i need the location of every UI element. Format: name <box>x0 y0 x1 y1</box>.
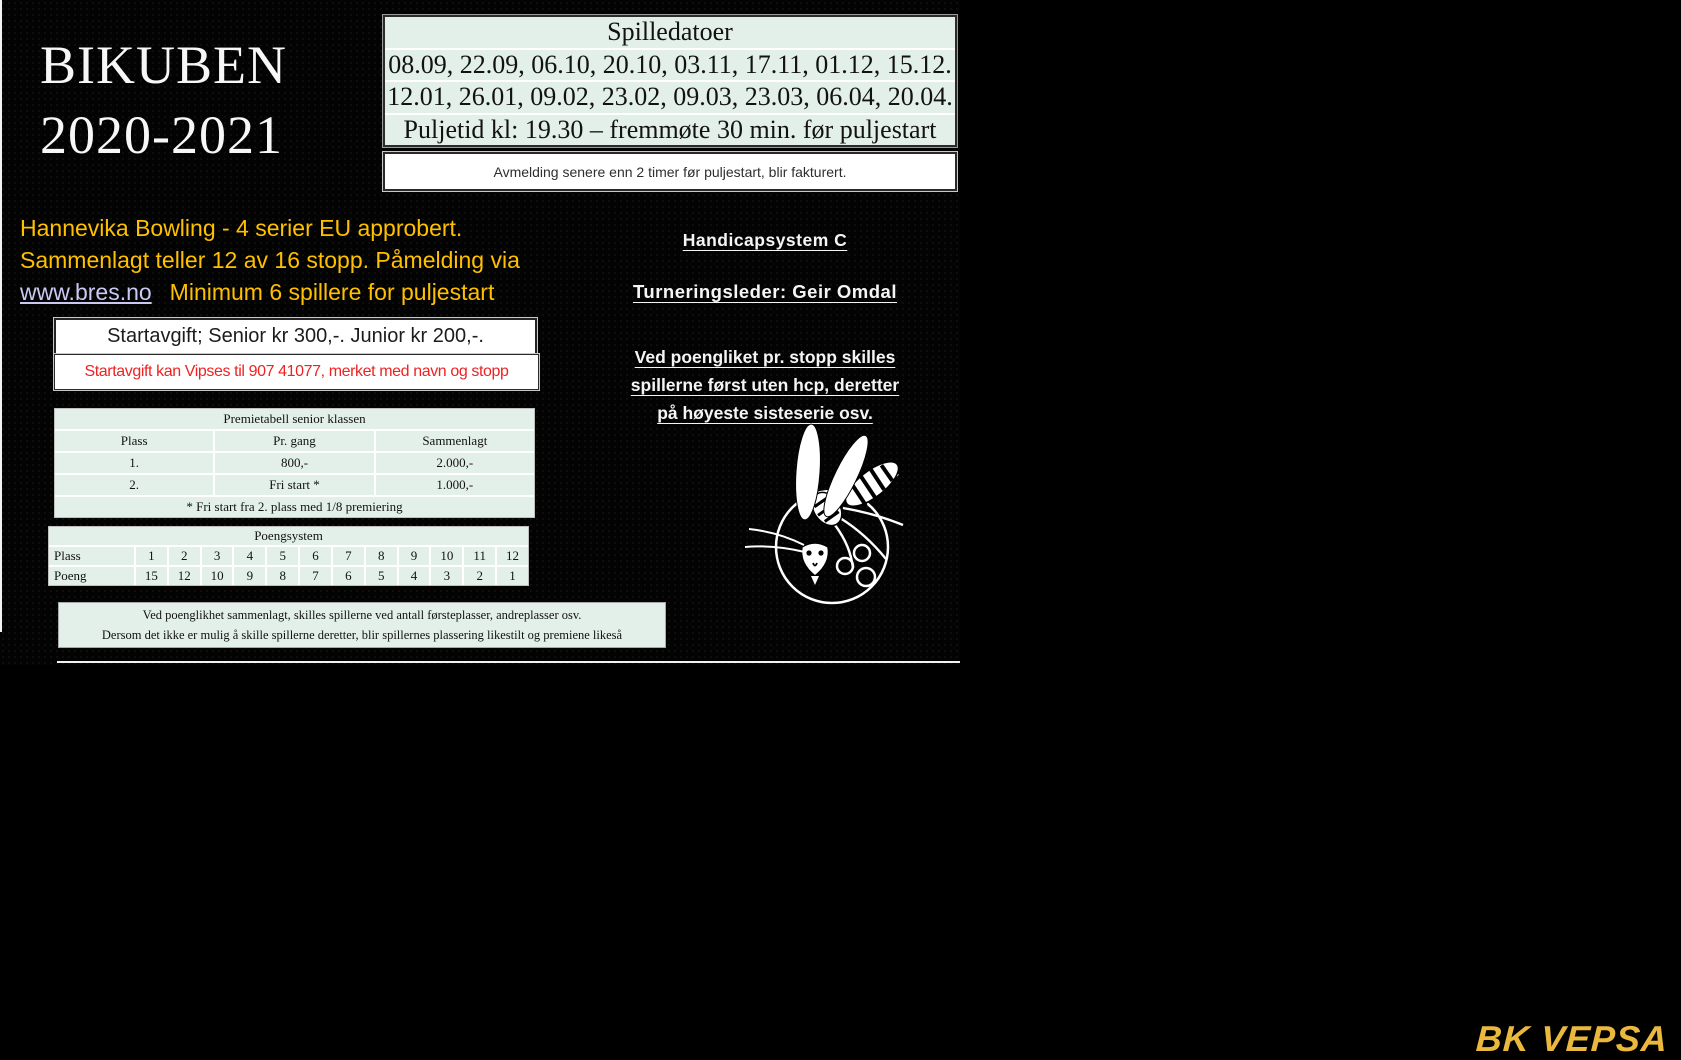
plass-row-label: Plass <box>54 548 81 563</box>
tiebreak-line-1: Ved poenglikhet sammenlagt, skilles spillerne ved antall førsteplasser, andreplasser osv. <box>142 608 582 622</box>
startavgift-box <box>54 318 537 355</box>
tiebreak-box <box>58 602 666 648</box>
club-logo <box>740 412 1670 1059</box>
dates-line-1: 08.09, 22.09, 06.10, 20.10, 03.11, 17.11, 01.12, 15.12. <box>385 48 955 81</box>
bres-link[interactable]: www.bres.no <box>20 279 152 305</box>
poeng-cell: 6 <box>331 567 364 585</box>
premietabell-cell: 800,- <box>213 453 373 473</box>
premietabell-table <box>54 408 535 518</box>
premietabell-cell: 2. <box>129 477 140 492</box>
poeng-row-label: Poeng <box>54 568 87 583</box>
plass-cell: 5 <box>265 547 298 565</box>
intro-line-1: Hannevika Bowling - 4 serier EU approbert. <box>20 215 463 241</box>
plass-cell: 4 <box>232 547 265 565</box>
poster-title <box>40 30 287 170</box>
poeng-cell: 10 <box>200 567 233 585</box>
premietabell-cell: Fri start * <box>213 475 373 495</box>
poeng-cell: 8 <box>265 567 298 585</box>
tiebreak-line-2: Dersom det ikke er mulig å skille spillerne deretter, blir spillernes plassering likestilt og premiene likeså <box>101 628 623 642</box>
premietabell-cell: 2.000,- <box>374 453 534 473</box>
club-name: BK VEPSA <box>1474 1018 1670 1059</box>
poeng-cell: 9 <box>232 567 265 585</box>
per-stop-line-1: Ved poengliket pr. stopp skilles <box>634 347 896 367</box>
plass-cell: 3 <box>200 547 233 565</box>
premietabell-header-sammenlagt: Sammenlagt <box>374 431 534 451</box>
avmelding-box <box>383 152 957 191</box>
left-edge-line <box>0 0 2 632</box>
premietabell-cell: 1.000,- <box>374 475 534 495</box>
handicap-heading: Handicapsystem C <box>682 230 848 250</box>
intro-text <box>20 212 620 308</box>
spilledatoer-header: Spilledatoer <box>607 17 733 47</box>
plass-cell: 11 <box>462 547 495 565</box>
poeng-cell: 2 <box>462 567 495 585</box>
per-stop-line-2: spillerne først uten hcp, deretter <box>630 375 900 395</box>
plass-cell: 7 <box>331 547 364 565</box>
plass-cell: 8 <box>364 547 397 565</box>
poeng-cell: 12 <box>167 567 200 585</box>
premietabell-header-prgang: Pr. gang <box>213 431 373 451</box>
poengsystem-poeng-row <box>49 565 528 585</box>
intro-line-3-rest: Minimum 6 spillere for puljestart <box>169 279 495 305</box>
spilledatoer-box <box>383 15 957 147</box>
plass-cell: 12 <box>495 547 528 565</box>
poeng-cell: 4 <box>397 567 430 585</box>
right-column <box>595 230 935 427</box>
table-row <box>55 451 534 473</box>
title-line2: 2020-2021 <box>40 105 283 165</box>
plass-cell: 1 <box>134 547 167 565</box>
bottom-edge-line <box>57 661 960 663</box>
poengsystem-table <box>48 526 529 586</box>
plass-cell: 10 <box>429 547 462 565</box>
avmelding-text: Avmelding senere enn 2 timer før puljestart, blir fakturert. <box>493 163 847 180</box>
poeng-cell: 15 <box>134 567 167 585</box>
puljetid-line: Puljetid kl: 19.30 – fremmøte 30 min. før puljestart <box>385 113 955 146</box>
poeng-cell: 1 <box>495 567 528 585</box>
plass-cell: 2 <box>167 547 200 565</box>
dates-line-2: 12.01, 26.01, 09.02, 23.02, 09.03, 23.03, 06.04, 20.04. <box>385 80 955 113</box>
premietabell-title: Premietabell senior klassen <box>223 411 366 426</box>
plass-cell: 6 <box>298 547 331 565</box>
premietabell-header-row <box>55 429 534 451</box>
poeng-cell: 3 <box>429 567 462 585</box>
table-row <box>55 473 534 495</box>
vipps-box <box>54 354 539 390</box>
poengsystem-plass-row <box>49 545 528 565</box>
wasp-bowling-ball-icon <box>740 412 930 607</box>
tournament-leader-heading: Turneringsleder: Geir Omdal <box>633 281 897 302</box>
premietabell-cell: 1. <box>129 455 140 470</box>
intro-line-3 <box>20 276 620 308</box>
vipps-text: Startavgift kan Vipses til 907 41077, merket med navn og stopp <box>84 363 509 380</box>
plass-cell: 9 <box>397 547 430 565</box>
poengsystem-title: Poengsystem <box>254 528 323 543</box>
intro-line-2: Sammenlagt teller 12 av 16 stopp. Påmelding via <box>20 247 520 273</box>
startavgift-text: Startavgift; Senior kr 300,-. Junior kr 200,-. <box>107 325 484 347</box>
poeng-cell: 7 <box>298 567 331 585</box>
premietabell-header-plass: Plass <box>120 433 148 448</box>
premietabell-footnote: * Fri start fra 2. plass med 1/8 premiering <box>55 495 534 517</box>
poeng-cell: 5 <box>364 567 397 585</box>
per-stop-line-3: på høyeste sisteserie osv. <box>657 403 873 423</box>
title-line1: BIKUBEN <box>40 35 287 95</box>
